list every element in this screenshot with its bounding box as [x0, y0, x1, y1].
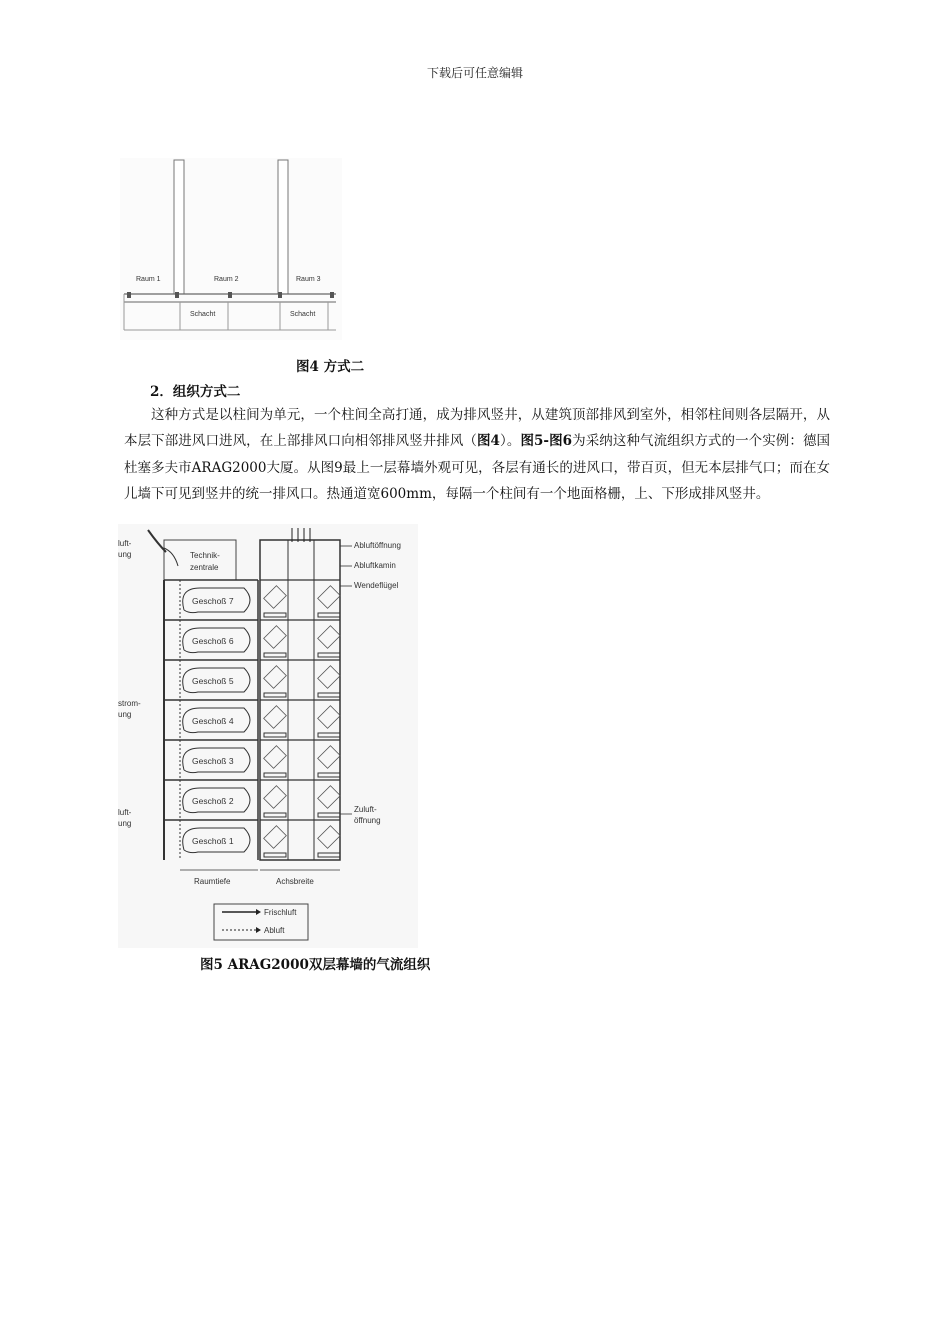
- body-paragraph: [124, 402, 830, 507]
- left-label-5: luft-: [118, 808, 132, 817]
- left-label-3: strom-: [118, 699, 141, 708]
- paragraph-part-1: 这种方式是以柱间为单元，一个柱间全高打通，成为排风竖井，从建筑顶部排风到室外，相邻柱间则各层隔开，从本层下部进风口进风，在上部排风口向相邻排风竖井排风（: [124, 407, 830, 450]
- room-2-label: Raum 2: [214, 276, 239, 283]
- right-label-4: Zuluft-: [354, 805, 377, 814]
- figure-ref-4: 图4: [476, 433, 500, 450]
- floor-label: Geschoß 7: [192, 596, 234, 606]
- room-1-label: Raum 1: [136, 276, 161, 283]
- figure-5-caption: 图5 ARAG2000双层幕墙的气流组织: [200, 957, 431, 973]
- paragraph-part-2: ）。: [499, 433, 521, 450]
- shaft-1-label: Schacht: [190, 311, 216, 318]
- floor-label: Geschoß 5: [192, 676, 234, 686]
- figure-4-diagram: [120, 158, 342, 340]
- right-label-1: Abluftöffnung: [354, 541, 402, 550]
- figure-ref-5-6: 图5-图6: [520, 433, 573, 450]
- left-label-6: ung: [118, 819, 132, 828]
- floor-label: Geschoß 2: [192, 796, 234, 806]
- legend-abluft: Abluft: [264, 926, 285, 935]
- right-label-3: Wendeflügel: [354, 581, 399, 590]
- bottom-label-2: Achsbreite: [276, 877, 314, 886]
- right-label-2: Abluftkamin: [354, 561, 396, 570]
- floor-label: Geschoß 1: [192, 836, 234, 846]
- right-label-5: öffnung: [354, 816, 381, 825]
- floor-label: Geschoß 6: [192, 636, 234, 646]
- left-label-4: ung: [118, 710, 132, 719]
- floor-label: Geschoß 4: [192, 716, 234, 726]
- left-label-2: ung: [118, 550, 132, 559]
- shaft-2-label: Schacht: [290, 311, 316, 318]
- figure-5-diagram: [118, 524, 418, 948]
- bottom-label-1: Raumtiefe: [194, 877, 231, 886]
- room-3-label: Raum 3: [296, 276, 321, 283]
- paragraph-part-3: 为采纳这种气流组织方式的一个实例：德国杜塞多夫市ARAG2000大厦。从图9最上一层幕墙外观可见，各层有通长的进风口，带百页，但无本层排气口；而在女儿墙下可见到竖井的统一排风口。热通道宽600mm，每隔一个柱间有一个地面格栅，上、下形成排风竖井。: [124, 433, 831, 502]
- technik-label-1: Technik-: [190, 551, 220, 560]
- technik-label-2: zentrale: [190, 563, 219, 572]
- left-label-1: luft-: [118, 539, 132, 548]
- section-title: 2．组织方式二: [150, 384, 241, 400]
- legend-frischluft: Frischluft: [264, 908, 297, 917]
- floor-label: Geschoß 3: [192, 756, 234, 766]
- page-header: 下载后可任意编辑: [426, 66, 523, 80]
- figure-4-caption: 图4 方式二: [296, 359, 365, 375]
